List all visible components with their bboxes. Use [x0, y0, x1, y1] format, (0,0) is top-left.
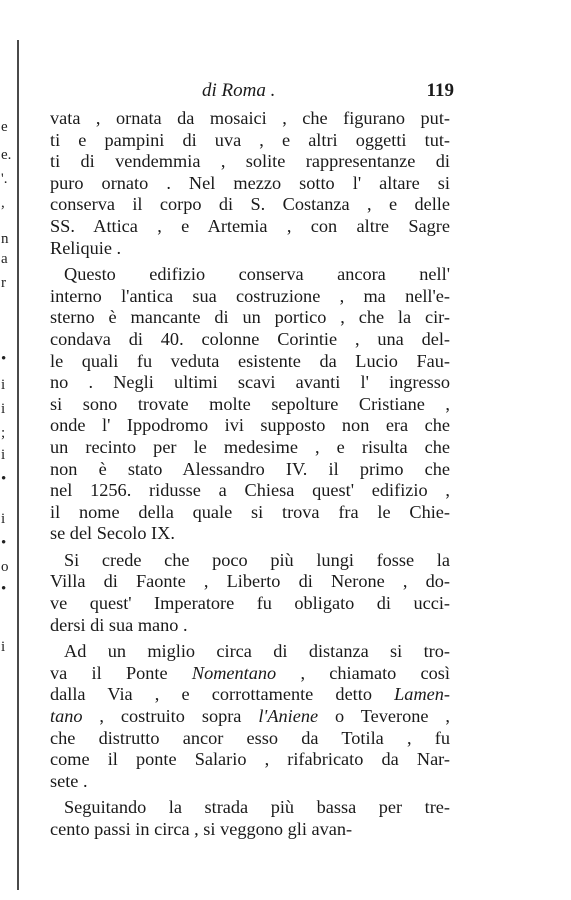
text-line: non è stato Alessandro IV. il primo che — [50, 458, 450, 479]
margin-fragment: i — [1, 377, 6, 393]
paragraph — [50, 797, 450, 840]
margin-fragment: ; — [1, 425, 6, 441]
margin-fragment: o — [1, 559, 9, 575]
text-line: ve quest' Imperatore fu obligato di ucci- — [50, 593, 450, 614]
text-line: condava di 40. colonne Corintie , una del- — [50, 328, 450, 349]
margin-fragment: a — [1, 251, 8, 267]
page-header — [50, 80, 454, 108]
text-line: dersi di sua mano . — [50, 614, 188, 635]
margin-fragment: e. — [1, 147, 12, 163]
margin-fragment: • — [1, 471, 7, 487]
text-line: onde l' Ippodromo ivi supposto non era che — [50, 415, 450, 436]
margin-fragment: r — [1, 275, 6, 291]
paragraph — [50, 108, 450, 259]
margin-fragment: • — [1, 535, 7, 551]
text-line: tano , costruito sopra l'Aniene o Teverone , — [50, 706, 450, 727]
page-number: 119 — [426, 80, 454, 101]
paragraph — [50, 550, 450, 636]
margin-fragment: '. — [1, 171, 8, 187]
margin-fragment: n — [1, 231, 9, 247]
text-line: Ad un miglio circa di distanza si tro- — [64, 641, 450, 662]
text-line: se del Secolo IX. — [50, 523, 175, 544]
margin-fragment: i — [1, 447, 6, 463]
text-line: puro ornato . Nel mezzo sotto l' altare si — [50, 172, 450, 193]
margin-fragment: i — [1, 639, 6, 655]
facing-page-margin-fragments — [0, 0, 14, 900]
text-line: Si crede che poco più lungi fosse la — [64, 549, 450, 570]
margin-fragment: • — [1, 351, 7, 367]
body-text — [50, 108, 450, 841]
gutter-rule — [17, 40, 19, 890]
text-line: SS. Attica , e Artemia , con altre Sagre — [50, 215, 450, 236]
text-line: va il Ponte Nomentano , chiamato così — [50, 662, 451, 683]
text-line: Reliquie . — [50, 237, 122, 258]
text-line: il nome della quale si trova fra le Chie- — [50, 501, 450, 522]
text-line: si sono trovate molte sepolture Cristiane , — [50, 393, 450, 414]
text-line: no . Negli ultimi scavi avanti l' ingresso — [50, 372, 450, 393]
text-line: vata , ornata da mosaici , che figurano put- — [50, 108, 450, 128]
book-page — [50, 80, 454, 841]
text-line: conserva il corpo di S. Costanza , e delle — [50, 194, 450, 215]
text-line: dalla Via , e corrottamente detto Lamen- — [50, 684, 450, 705]
text-line: cento passi in circa , si veggono gli avan- — [50, 819, 353, 839]
text-line: le quali fu veduta esistente da Lucio Fau- — [50, 350, 450, 371]
text-line: interno l'antica sua costruzione , ma nell'e- — [50, 285, 450, 306]
paragraph — [50, 264, 450, 545]
text-line: ti e pampini di uva , e altri oggetti tut- — [50, 129, 450, 150]
running-head: di Roma . — [202, 80, 276, 101]
text-line: sterno è mancante di un portico , che la cir- — [50, 307, 450, 328]
text-line: un recinto per le medesime , e risulta che — [50, 436, 450, 457]
text-line: ti di vendemmia , solite rappresentanze di — [50, 151, 450, 172]
margin-fragment: , — [1, 195, 5, 211]
text-line: Seguitando la strada più bassa per tre- — [64, 797, 450, 818]
text-line: sete . — [50, 770, 88, 791]
text-line: come il ponte Salario , rifabricato da Nar- — [50, 749, 450, 770]
text-line: Villa di Faonte , Liberto di Nerone , do- — [50, 571, 450, 592]
text-line: che distrutto ancor esso da Totila , fu — [50, 727, 450, 748]
text-line: Questo edifizio conserva ancora nell' — [64, 264, 450, 285]
margin-fragment: i — [1, 401, 6, 417]
paragraph — [50, 641, 450, 792]
text-line: nel 1256. ridusse a Chiesa quest' edifizio , — [50, 480, 450, 501]
margin-fragment: • — [1, 581, 7, 597]
margin-fragment: e — [1, 119, 8, 135]
margin-fragment: i — [1, 511, 6, 527]
